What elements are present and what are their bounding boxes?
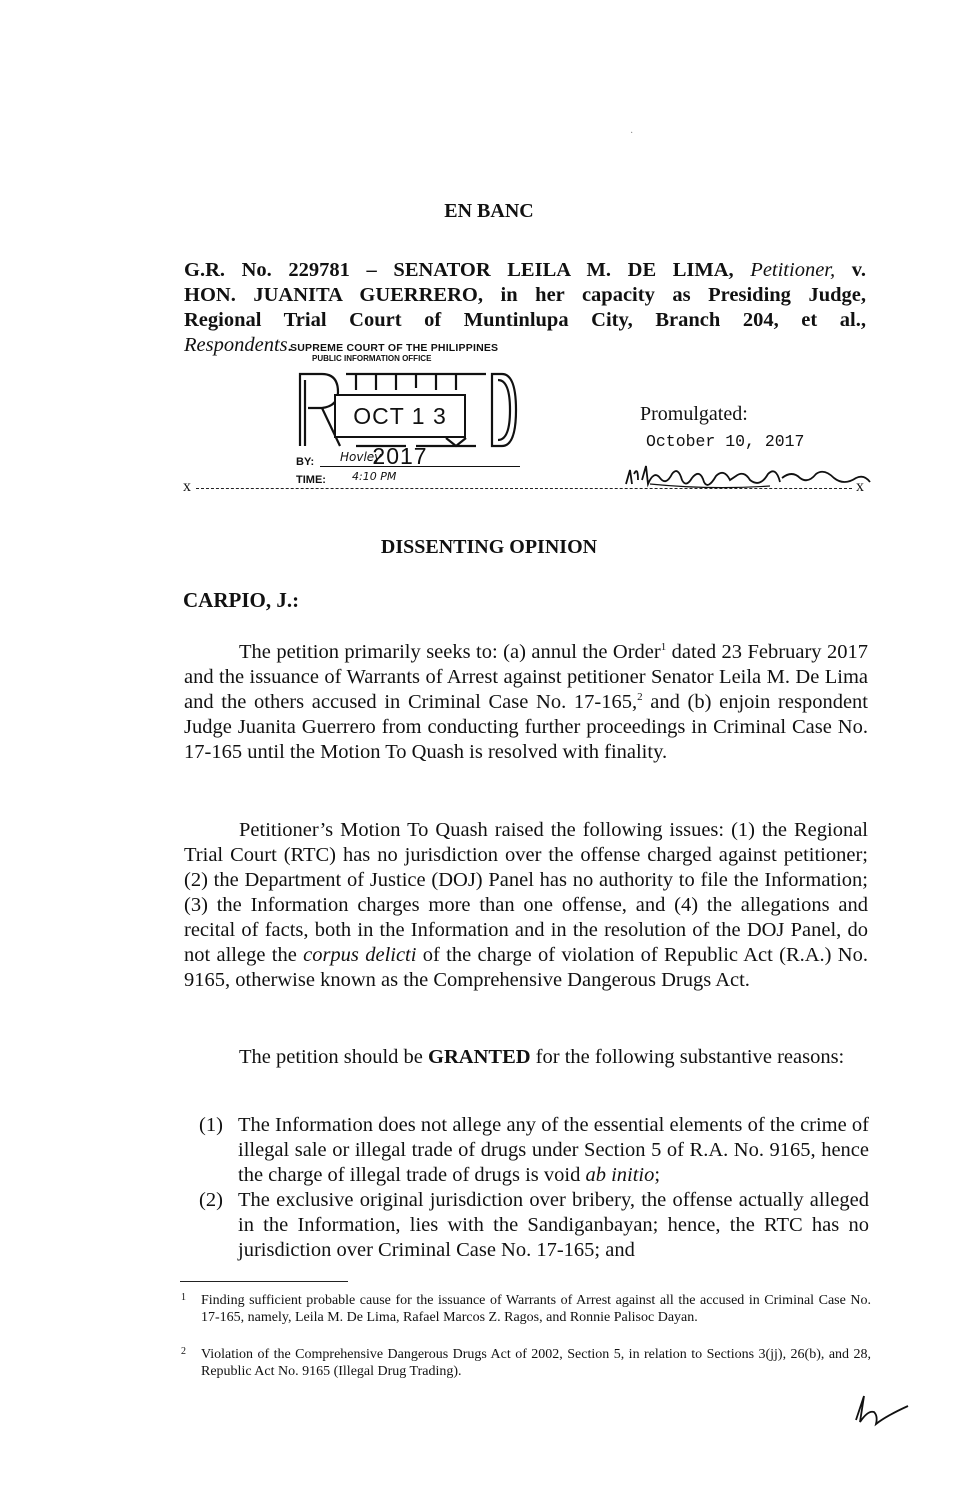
reason-number: (1) — [199, 1114, 223, 1136]
stamp-date: OCT 1 3 2017 — [334, 394, 466, 438]
footnote-separator — [180, 1281, 348, 1282]
p1-text-c: and (b) enjoin respondent Judge Juanita Guerrero from conducting further proceedings in Criminal Case No. 17-165 until the Motion To Quash is resolved with finality. — [184, 691, 868, 763]
footnote-mark: 2 — [181, 1346, 186, 1357]
reason-text: The exclusive original jurisdiction over bribery, the offense actually alleged in the Information, lies with the Sandiganbayan; hence, the RTC has no jurisdiction over Criminal Case No. 17-165; and — [238, 1189, 869, 1261]
paragraph-3 — [184, 1045, 868, 1070]
paragraph-1 — [184, 640, 868, 765]
petitioner-role: Petitioner, — [750, 259, 836, 281]
footnote-text: Violation of the Comprehensive Dangerous Drugs Act of 2002, Section 5, in relation to Sections 3(jj), 26(b), and 28, Republic Act No. 9165 (Illegal Drug Trading). — [201, 1347, 871, 1379]
stamp-time-label: TIME: — [296, 474, 326, 486]
petitioner-name: SENATOR LEILA M. DE LIMA, — [393, 259, 734, 281]
scan-speck: · — [630, 128, 634, 139]
separator-x-left: x — [183, 478, 191, 495]
p1-text-a: The petition primarily seeks to: (a) annul the Order — [239, 641, 661, 663]
reason-item-2 — [199, 1188, 869, 1263]
separator-x-right: x — [856, 478, 864, 495]
paragraph-2 — [184, 818, 868, 993]
opinion-author — [183, 588, 299, 613]
p3-bold-word: GRANTED — [428, 1046, 531, 1068]
p2-italic-term: corpus delicti — [303, 944, 417, 966]
footnote-text: Finding sufficient probable cause for the issuance of Warrants of Arrest against all the accused in Criminal Case No. 17-165, namely, Leila M. De Lima, Rafael Marcos Z. Ragos, and Ronnie Palisoc Dayan. — [201, 1293, 871, 1325]
gr-number: G.R. No. 229781 – — [184, 259, 377, 281]
received-stamp — [282, 342, 522, 492]
reason-text-end: ; — [654, 1164, 661, 1186]
footnote-2 — [181, 1346, 871, 1380]
caption-line-1 — [184, 258, 866, 283]
promulgated-date: October 10, 2017 — [646, 432, 805, 451]
respondents-label: Respondents. — [184, 334, 293, 356]
p3-text-b: for the following substantive reasons: — [530, 1046, 845, 1068]
opinion-title: DISSENTING OPINION — [380, 536, 598, 558]
stamp-office-name: PUBLIC INFORMATION OFFICE — [312, 354, 432, 363]
footnote-ref-2: 2 — [637, 691, 643, 704]
footnote-mark: 1 — [181, 1292, 186, 1303]
stamp-by-handwritten: Hovley — [340, 450, 382, 464]
reasons-list — [199, 1113, 869, 1263]
clerk-signature — [620, 460, 872, 494]
promulgated-label: Promulgated: — [640, 403, 748, 425]
p3-text-a: The petition should be — [239, 1046, 429, 1068]
handwritten-initial — [846, 1390, 916, 1430]
stamp-time-handwritten: 4:10 PM — [352, 470, 397, 483]
author-name: CARPIO, J.: — [183, 588, 300, 612]
stamp-court-name: SUPREME COURT OF THE PHILIPPINES — [290, 342, 499, 354]
footnote-ref-1: 1 — [660, 641, 667, 654]
stamp-by-line — [320, 466, 520, 467]
reason-italic: ab initio — [585, 1164, 655, 1186]
reason-item-1 — [199, 1113, 869, 1188]
versus: v. — [851, 259, 867, 281]
reason-number: (2) — [199, 1189, 223, 1211]
reason-text: The Information does not allege any of the essential elements of the crime of illegal sale or illegal trade of drugs under Section 5 of R.A. No. 9165, hence the charge of illegal trade of drugs is void — [238, 1114, 869, 1186]
p2-text-a: Petitioner’s Motion To Quash raised the following issues: (1) the Regional Trial Court (RTC) has no jurisdiction over the offense charged against petitioner; (2) the Department of Justice (DOJ) Panel has no authority to file the Information; (3) the Information charges more than one offense, and (4) the allegations and recital of facts, both in the Information and in the resolution of the DOJ Panel, do not allege the — [184, 819, 868, 966]
caption-line-2: HON. JUANITA GUERRERO, in her capacity as Presiding Judge, — [184, 284, 866, 306]
footnote-1 — [181, 1292, 871, 1326]
caption-line-3: Regional Trial Court of Muntinlupa City, Branch 204, et al., — [184, 309, 866, 331]
p1-text-b: dated 23 February 2017 and the issuance of Warrants of Arrest against petitioner Senator Leila M. De Lima and the others accused in Criminal Case No. 17-165, — [184, 641, 868, 713]
division-title: EN BANC — [444, 200, 534, 222]
p2-text-b: of the charge of violation of Republic Act (R.A.) No. 9165, otherwise known as the Comprehensive Dangerous Drugs Act. — [184, 944, 868, 991]
stamp-by-label: BY: — [296, 456, 315, 468]
